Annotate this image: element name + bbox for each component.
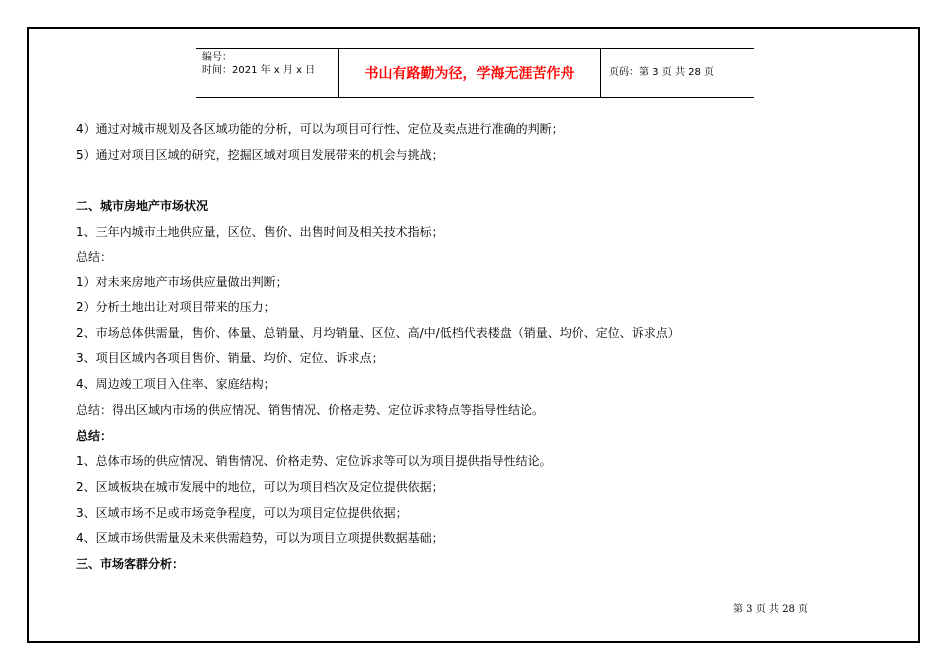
paragraph-line: 1）对未来房地产市场供应量做出判断； xyxy=(76,275,288,289)
header-page-number: 页码：第 3 页 共 28 页 xyxy=(609,67,714,78)
paragraph-line: 4、区域市场供需量及未来供需趋势，可以为项目立项提供数据基础； xyxy=(76,531,444,545)
header-motto-cell xyxy=(339,49,601,97)
paragraph-line: 总结： xyxy=(76,250,113,264)
paragraph-line: 2、区域板块在城市发展中的地位，可以为项目档次及定位提供依据； xyxy=(76,480,444,494)
paragraph-line: 2、市场总体供需量，售价、体量、总销量、月均销量、区位、高/中/低档代表楼盘（销量、均价、定位、诉求点） xyxy=(76,326,680,340)
header-page-cell xyxy=(601,49,754,97)
document-number-label: 编号： xyxy=(202,52,232,63)
paragraph-line: 总结：得出区域内市场的供应情况、销售情况、价格走势、定位诉求特点等指导性结论。 xyxy=(76,403,545,417)
paragraph-line: 2）分析土地出让对项目带来的压力； xyxy=(76,300,276,314)
section-heading: 三、市场客群分析： xyxy=(76,557,185,571)
footer-page-number: 第 3 页 共 28 页 xyxy=(733,604,808,615)
paragraph-line: 3、项目区域内各项目售价、销量、均价、定位、诉求点； xyxy=(76,351,384,365)
paragraph-line: 4）通过对城市规划及各区域功能的分析，可以为项目可行性、定位及卖点进行准确的判断； xyxy=(76,122,564,136)
document-header xyxy=(196,48,754,98)
header-info-cell xyxy=(196,49,339,97)
paragraph-line: 1、三年内城市土地供应量，区位、售价、出售时间及相关技术指标； xyxy=(76,225,444,239)
paragraph-line: 1、总体市场的供应情况、销售情况、价格走势、定位诉求等可以为项目提供指导性结论。 xyxy=(76,454,552,468)
paragraph-line: 5）通过对项目区域的研究，挖掘区域对项目发展带来的机会与挑战； xyxy=(76,148,444,162)
paragraph-line: 3、区域市场不足或市场竞争程度，可以为项目定位提供依据； xyxy=(76,506,408,520)
paragraph-line: 4、周边竣工项目入住率、家庭结构； xyxy=(76,377,276,391)
summary-heading: 总结： xyxy=(76,429,113,443)
document-date-label: 时间：2021 年 x 月 x 日 xyxy=(202,65,316,76)
section-heading: 二、城市房地产市场状况 xyxy=(76,199,209,213)
header-motto: 书山有路勤为径，学海无涯苦作舟 xyxy=(364,66,575,82)
